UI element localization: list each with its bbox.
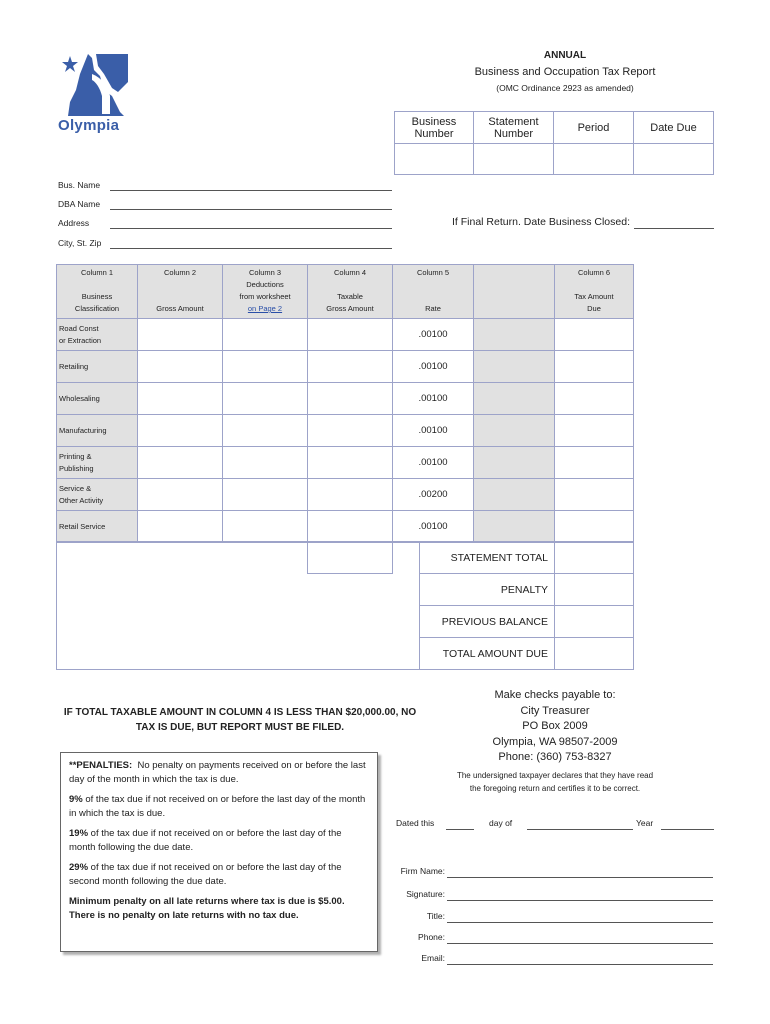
row-classification-label xyxy=(56,318,138,351)
tax-amount-due-field[interactable] xyxy=(554,414,634,447)
business-number-field[interactable] xyxy=(394,143,474,175)
penalty-label: PENALTY xyxy=(419,573,555,606)
bus-name-field[interactable] xyxy=(110,190,392,191)
classification-line1: Printing & xyxy=(59,451,92,461)
tax-amount-due-field[interactable] xyxy=(554,446,634,479)
taxable-amount-field[interactable] xyxy=(307,350,393,383)
row-classification-label xyxy=(56,414,138,447)
classification-line1: Manufacturing xyxy=(59,425,107,435)
dba-name-field[interactable] xyxy=(110,209,392,210)
day-of-label: day of xyxy=(489,818,513,828)
penalty-field[interactable] xyxy=(554,573,634,606)
olympia-logo-icon xyxy=(58,52,133,122)
shaded-blank-cell xyxy=(473,446,555,479)
gross-amount-field[interactable] xyxy=(137,350,223,383)
form-subtitle: Business and Occupation Tax Report xyxy=(474,66,656,78)
shaded-blank-cell xyxy=(473,414,555,447)
taxable-total-field[interactable] xyxy=(307,541,393,574)
declaration-text: The undersigned taxpayer declares that they have read the foregoing return and certifies it to be correct. xyxy=(456,771,654,793)
phone-label: Phone: xyxy=(418,932,445,942)
deductions-field[interactable] xyxy=(222,318,308,351)
page2-link[interactable]: on Page 2 xyxy=(247,304,283,313)
row-classification-label xyxy=(56,478,138,511)
shaded-blank-cell xyxy=(473,510,555,543)
dba-name-label: DBA Name xyxy=(58,199,101,209)
dated-this-label: Dated this xyxy=(396,818,435,828)
signature-field[interactable] xyxy=(447,900,713,901)
col5-header: Column 5 Rate xyxy=(392,264,474,319)
city-state-zip-field[interactable] xyxy=(110,248,392,249)
statement-total-field[interactable] xyxy=(554,541,634,574)
gross-amount-field[interactable] xyxy=(137,478,223,511)
shaded-blank-cell xyxy=(473,318,555,351)
taxable-amount-field[interactable] xyxy=(307,414,393,447)
tax-amount-due-field[interactable] xyxy=(554,382,634,415)
date-due-field[interactable] xyxy=(633,143,714,175)
gross-amount-field[interactable] xyxy=(137,446,223,479)
tax-amount-due-field[interactable] xyxy=(554,318,634,351)
year-field[interactable] xyxy=(661,829,714,830)
period-header: Period xyxy=(553,111,634,144)
logo-text: Olympia xyxy=(58,117,120,134)
deductions-field[interactable] xyxy=(222,446,308,479)
col3-header: Column 3 Deductions from worksheet on Page 2 xyxy=(222,264,308,319)
total-amount-due-field[interactable] xyxy=(554,637,634,670)
classification-line2: Publishing xyxy=(59,463,94,473)
dated-day-field[interactable] xyxy=(446,829,474,830)
rate-value: .00100 xyxy=(392,414,474,447)
ordinance-note: (OMC Ordinance 2923 as amended) xyxy=(496,83,634,93)
business-number-header: Business Number xyxy=(394,111,474,144)
form-title: ANNUAL xyxy=(543,50,587,61)
rate-value: .00100 xyxy=(392,382,474,415)
rate-value: .00100 xyxy=(392,350,474,383)
statement-number-field[interactable] xyxy=(473,143,554,175)
signature-label: Signature: xyxy=(406,889,445,899)
deductions-field[interactable] xyxy=(222,382,308,415)
email-label: Email: xyxy=(421,953,445,963)
tax-amount-due-field[interactable] xyxy=(554,510,634,543)
address-label: Address xyxy=(58,218,90,228)
classification-line1: Service & xyxy=(59,483,92,493)
classification-line1: Wholesaling xyxy=(59,393,100,403)
classification-line1: Road Const xyxy=(59,323,99,333)
dated-month-field[interactable] xyxy=(527,829,633,830)
tax-amount-due-field[interactable] xyxy=(554,478,634,511)
row-classification-label xyxy=(56,350,138,383)
date-due-header: Date Due xyxy=(633,111,714,144)
col4-header: Column 4 Taxable Gross Amount xyxy=(307,264,393,319)
gross-amount-field[interactable] xyxy=(137,414,223,447)
no-tax-notice: IF TOTAL TAXABLE AMOUNT IN COLUMN 4 IS LESS THAN $20,000.00, NO TAX IS DUE, BUT REPORT MUST BE FILED. xyxy=(63,707,417,733)
phone-field[interactable] xyxy=(447,943,713,944)
rate-value: .00200 xyxy=(392,478,474,511)
rate-value: .00100 xyxy=(392,446,474,479)
title-field[interactable] xyxy=(447,922,713,923)
shaded-blank-cell xyxy=(473,350,555,383)
gross-amount-field[interactable] xyxy=(137,318,223,351)
row-classification-label xyxy=(56,446,138,479)
taxable-amount-field[interactable] xyxy=(307,510,393,543)
col1-header: Column 1 Business Classification xyxy=(56,264,138,319)
classification-line2: or Extraction xyxy=(59,335,102,345)
taxable-amount-field[interactable] xyxy=(307,478,393,511)
rate-value: .00100 xyxy=(392,510,474,543)
classification-line1: Retail Service xyxy=(59,521,106,531)
row-classification-label xyxy=(56,510,138,543)
address-field[interactable] xyxy=(110,228,392,229)
firm-name-field[interactable] xyxy=(447,877,713,878)
deductions-field[interactable] xyxy=(222,478,308,511)
tax-amount-due-field[interactable] xyxy=(554,350,634,383)
deductions-field[interactable] xyxy=(222,414,308,447)
total-amount-due-label: TOTAL AMOUNT DUE xyxy=(419,637,555,670)
previous-balance-label: PREVIOUS BALANCE xyxy=(419,605,555,638)
date-business-closed-field[interactable] xyxy=(634,228,714,229)
rate-value: .00100 xyxy=(392,318,474,351)
taxable-amount-field[interactable] xyxy=(307,382,393,415)
col2-header: Column 2 Gross Amount xyxy=(137,264,223,319)
penalties-box: **PENALTIES: No penalty on payments received on or before the last day of the month in which the tax is due. 9% of the tax due if not received on or before the last day of the month in which the tax is due. 19% of the tax due if not received on or before the last day of the month following the due date. 29% of the tax due if not received on or before the last day of the second month following the due date. Minimum penalty on all late returns where tax is due is $5.00. There is no penalty on late returns with no tax due. xyxy=(60,752,378,952)
deductions-field[interactable] xyxy=(222,510,308,543)
classification-line1: Retailing xyxy=(59,361,89,371)
gross-amount-field[interactable] xyxy=(137,382,223,415)
classification-line2: Other Activity xyxy=(59,495,104,505)
gross-amount-field[interactable] xyxy=(137,510,223,543)
bus-name-label: Bus. Name xyxy=(58,180,101,190)
year-label: Year xyxy=(636,818,654,828)
taxable-amount-field[interactable] xyxy=(307,446,393,479)
firm-name-label: Firm Name: xyxy=(400,866,445,876)
payment-address: Make checks payable to: City Treasurer PO Box 2009 Olympia, WA 98507-2009 Phone: (360) 753-8327 xyxy=(492,689,618,763)
city-state-zip-label: City, St. Zip xyxy=(58,238,102,248)
row-classification-label xyxy=(56,382,138,415)
col6-header: Column 6 Tax Amount Due xyxy=(554,264,634,319)
email-field[interactable] xyxy=(447,964,713,965)
blank-header xyxy=(473,264,555,319)
final-return-label: If Final Return. Date Business Closed: xyxy=(452,216,630,228)
statement-number-header: Statement Number xyxy=(473,111,554,144)
taxable-amount-field[interactable] xyxy=(307,318,393,351)
deductions-field[interactable] xyxy=(222,350,308,383)
previous-balance-field[interactable] xyxy=(554,605,634,638)
shaded-blank-cell xyxy=(473,382,555,415)
shaded-blank-cell xyxy=(473,478,555,511)
title-label: Title: xyxy=(426,911,445,921)
statement-total-label: STATEMENT TOTAL xyxy=(419,541,555,574)
period-field[interactable] xyxy=(553,143,634,175)
